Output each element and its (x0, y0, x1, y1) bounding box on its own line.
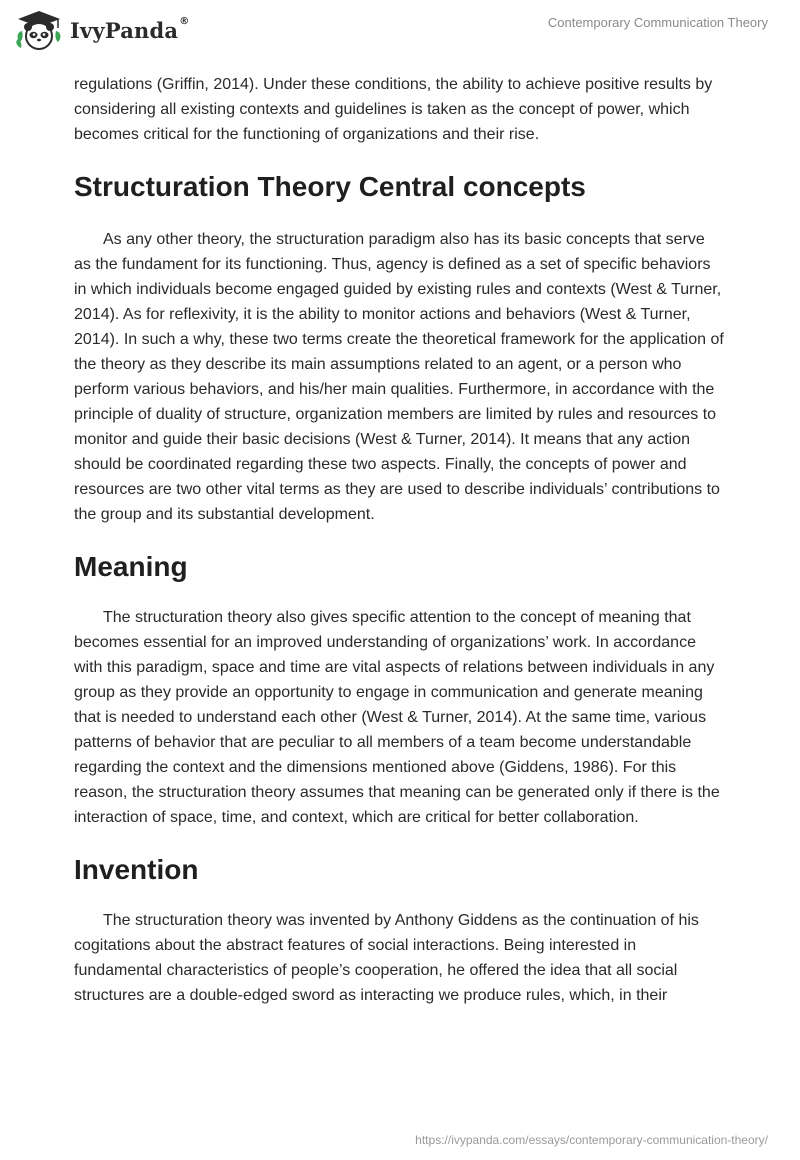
section-heading-central-concepts: Structuration Theory Central concepts (74, 171, 586, 202)
page-header (0, 0, 800, 64)
section-paragraph-meaning: The structuration theory also gives specific attention to the concept of meaning that becomes essential for an improved understanding of organizations’ work. In accordance with this paradigm, space and time are vital aspects of relations between individuals in any group as they provide an opportunity to engage in communication and generate meaning that is needed to understand each other (West & Turner, 2014). At the same time, various patterns of behavior that are peculiar to all members of a team become understandable regarding the context and the dimensions mentioned above (Giddens, 1986). For this reason, the structuration theory assumes that meaning can be generated only if there is the interaction of space, time, and context, which are critical for better collaboration. (74, 609, 720, 826)
essay-content (74, 72, 724, 1008)
logo-text: IvyPanda® (70, 15, 190, 43)
section-heading-meaning: Meaning (74, 551, 188, 582)
document-title: Contemporary Communication Theory (547, 15, 768, 30)
section-paragraph-central-concepts: As any other theory, the structuration paradigm also has its basic concepts that serve as the fundament for its functioning. Thus, agency is defined as a set of specific behaviors in which individuals become engaged guided by existing rules and contexts (West & Turner, 2014). As for reflexivity, it is the ability to monitor actions and behaviors (West & Turner, 2014). In such a why, these two terms create the theoretical framework for the application of the theory as they describe its main assumptions related to an agent, or a person who perform various behaviors, and his/her main qualities. Furthermore, in accordance with the principle of duality of structure, organization members are limited by rules and resources to monitor and guide their basic decisions (West & Turner, 2014). It means that any action should be coordinated regarding these two aspects. Finally, the concepts of power and resources are two other vital terms as they are used to describe individuals’ contributions to the group and its substantial development. (74, 231, 724, 523)
source-url[interactable]: https://ivypanda.com/essays/contemporary-communication-theory/ (415, 1133, 768, 1147)
panda-graduation-cap-icon (14, 8, 64, 52)
section-heading-invention: Invention (74, 854, 199, 885)
intro-paragraph: regulations (Griffin, 2014). Under these conditions, the ability to achieve positive results by considering all existing contexts and guidelines is taken as the concept of power, which becomes critical for the functioning of organizations and their rise. (74, 76, 713, 143)
ivypanda-logo[interactable] (14, 8, 189, 52)
section-paragraph-invention: The structuration theory was invented by Anthony Giddens as the continuation of his cogitations about the abstract features of social interactions. Being interested in fundamental characteristics of people’s cooperation, he offered the idea that all social structures are a double-edged sword as interacting we produce rules, which, in their (74, 912, 699, 1004)
